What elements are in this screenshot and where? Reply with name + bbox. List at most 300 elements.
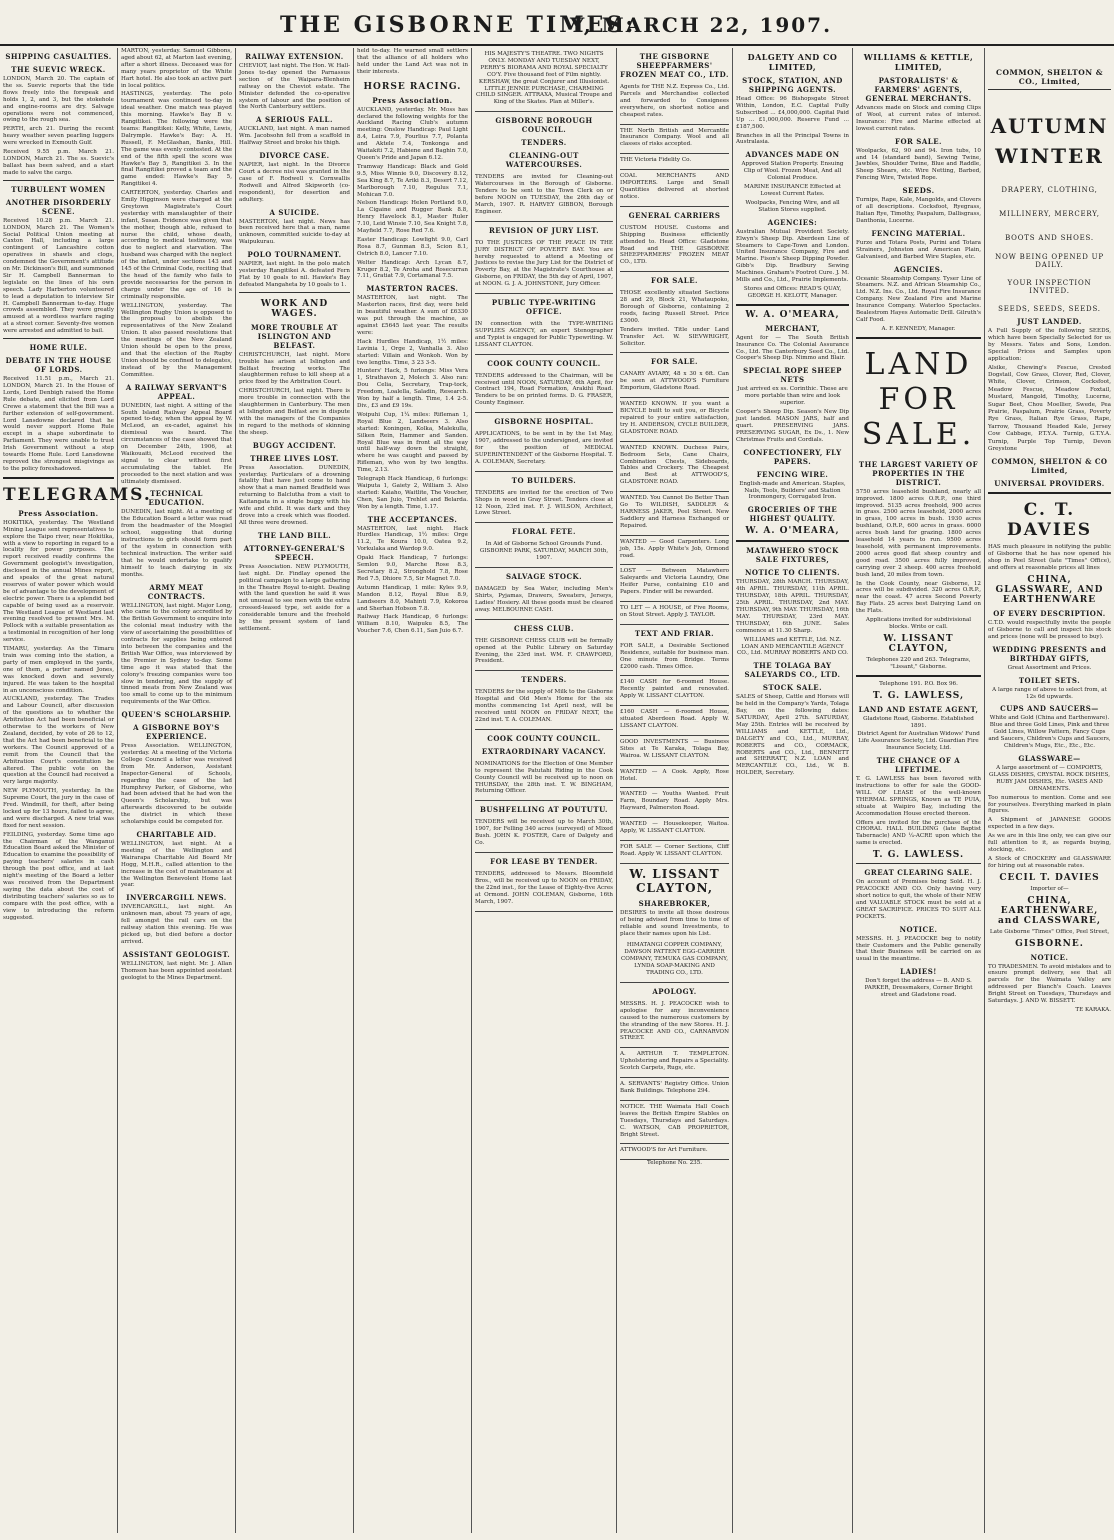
ad-text: A Stock of CROCKERY and GLASSWARE for hiring out at reasonable rates. <box>988 855 1111 869</box>
article-text: Hunters' Hack, 5 furlongs: Miss Vera 1, Strathavon 2, Molech 3. Also ran: Dou Celia, Secretary, Trap-tock, Freedom, Loalella, Saladin, Research. Won by half a length. Time, 1.4 2-5. Div., £3 and £9 19s. <box>357 368 468 409</box>
heading-gisborne: GISBORNE. <box>1015 938 1084 949</box>
heading-charitable-aid: CHARITABLE AID. <box>136 830 217 839</box>
ad-text: WANTED. You Cannot Do Better Than Go To WILDISH, SADDLER & HARNESS JAKER, Peel Street. New Saddlery and Harness Exchanged or Repaired. <box>620 495 729 529</box>
ad-text: As we are in this line only, we can give our full attention to it, as regards buying, stocking, etc. <box>988 833 1111 853</box>
heading-seeds: SEEDS. <box>902 186 935 196</box>
heading-telegrams: TELEGRAMS. <box>3 484 152 505</box>
heading-ladies: LADIES! <box>900 967 937 977</box>
article-text: WELLINGTON, last night. Mr. J. Allan Thomson has been appointed assistant geologist to the Mines Department. <box>121 960 232 981</box>
heading-fencing-wire: FENCING WIRE. <box>756 469 829 479</box>
ad-text: GOOD INVESTMENTS — Business Sites at Te Karaka, Tolaga Bay, Wairoa. W. LISSANT CLAYTON. <box>620 738 729 759</box>
article-text: Nelson Handicap: Helen Portland 9.0, La Cigaine and Rugger Bank 8.8, Henry Havelock 8.1, Master Ruler 7.10, Leid Winsie 7.10, Sea Knight 7.8, Mayfield 7.7, Rose Red 7.6. <box>357 200 468 235</box>
heading-house-of-lords: DEBATE IN THE HOUSE OF LORDS. <box>5 356 112 375</box>
ad-text: Offers are invited for the purchase of the CHORAL HALL BUILDING (late Baptist Tabernacle) AND ¼-ACRE upon which the same is erected. <box>856 819 981 847</box>
ad-text: THURSDAY, 28th MARCH. THURSDAY, 4th APRIL. THURSDAY, 11th APRIL. THURSDAY, 18th APRIL. THURSDAY, 25th APRIL. THURSDAY, 2nd MAY. THURSDAY, 9th MAY. THURSDAY, 16th MAY. THURSDAY, 23rd MAY. THURSDAY, 6th JUNE. Sales commence at 11.30 Sharp. <box>736 579 849 634</box>
heading-railway-appeal: A RAILWAY SERVANT'S APPEAL. <box>125 382 228 401</box>
ad-text: Applications invited for subdivisional blocks. Write or call. <box>865 617 972 630</box>
ad-text: Gladstone Road, Gisborne. Established 1891. <box>863 715 974 729</box>
article-text: Woipuhi Cup, 1¼ miles: Rifleman 1, Royal Blue 2, Landseers 3. Also started: Koningen, Kolka, Malekulla, Silken Rein, Hammer and Sanden. Royal Blue was in front all the way until half-way down the straight, where he was caught and passed by Rifleman, who won by two lengths. Time, 2.13. <box>357 411 468 474</box>
ad-text: Don't forget the address — B. AND S. PARKER, Dressmakers, Corner Bright street and Gladstone road. <box>864 978 973 999</box>
ad-text: TENDERS for the supply of Milk to the Gisborne Hospital and Old Men's Home for the six months commencing 1st April next, will be received until NOON on FRIDAY NEXT, the 22nd inst. T. A. COLEMAN. <box>475 689 613 723</box>
heading-lissant-clayton: W. LISSANT CLAYTON, <box>629 866 720 895</box>
ad-text: THE North British and Mercantile Insurance Company. Wool and all classes of risks accepted. <box>620 127 729 148</box>
ad-milk <box>475 686 613 730</box>
ad-text: NOTICE. THE Waimata Hall Coach leaves the British Empire Stables on Tuesdays, Thursdays and Saturdays. C. WATSON, CAB PROPRIETOR, Bright Street. <box>620 1103 729 1138</box>
ad-jury-list <box>475 237 613 294</box>
heading-williams-kettle: WILLIAMS & KETTLE, LIMITED, <box>863 52 974 72</box>
heading-technical-education: TECHNICAL EDUCATION. <box>148 489 205 508</box>
heading-lawless: T. G. LAWLESS, <box>872 690 965 701</box>
article-text: Easter Handicap: Lowlight 9.0, Carl Rosa 8.7, Gunman 8.3, Scion 8.1, Ostrich 8.0, Lancer 7.10. <box>357 236 468 257</box>
article-text: DUNEDIN, last night. At a meeting of the Education Board a letter was read from the headmaster of the Mosgiel school, suggesting that during instructions to girls should form part of the system in connection with technical instruction. The writer said that he would undertake to qualify himself to teach dairying in six months. <box>121 509 232 578</box>
divider <box>736 304 849 306</box>
divider <box>856 337 981 339</box>
heading-pastoralists: PASTORALISTS' & FARMERS' AGENTS, GENERAL MERCHANTS. <box>865 76 972 103</box>
heading-winter: WINTER <box>995 144 1104 168</box>
ad-text: A. SERVANTS' Registry Office. Union Bank Buildings. Telephone 294. <box>620 1081 729 1094</box>
heading-chance-lifetime: THE CHANCE OF A LIFETIME. <box>876 756 961 775</box>
ad-carpenters <box>620 536 729 566</box>
article-text: CARTERTON, yesterday. Charles and Emily Higginson were charged at the Greytown Magistrate's Court yesterday with manslaughter of their infant, Susan. Evidence was given that the mother, though able, refused to nurse the child, whose death, according to medical testimony, was due to neglect and starvation. The husband was charged with the neglect of the infant, under sections 143 and 145 of the Criminal Code, reciting that the head of the family who fails to provide necessaries for the person in charge under the age of 16 is criminally responsible. <box>121 190 232 300</box>
heading-notice: NOTICE. <box>899 924 938 934</box>
ad-text: HAS much pleasure in notifying the public of Gisborne that he has now opened his shop in Peel Street (late "Times" Office), and offers at reasonable prices all lines <box>988 544 1111 572</box>
ad-text: TO LET — A HOUSE, of Five Rooms, on Stout Street. Apply J. TAYLOR. <box>620 605 729 618</box>
ad-text: Approved Station Property. Ensuing Clip of Wool. Frozen Meat, And all Colonial Produce. <box>741 161 844 182</box>
ad-house-160 <box>620 706 729 736</box>
heading-china-earthenware: CHINA, EARTHENWARE, and CLASSWARE, <box>997 895 1102 926</box>
ad-text: Great Assortment and Prices. <box>1007 664 1092 671</box>
ad-lost <box>620 565 729 602</box>
heading-agencies: AGENCIES: <box>767 217 818 227</box>
heading-milk-tenders: TENDERS. <box>521 675 567 685</box>
ad-text: NOMINATIONS for the Election of One Member to represent the Patutahi Riding in the Cook County Council will be received up to noon on THURSDAY, the 28th inst. T. W. BINGHAM, Returning Officer. <box>475 760 613 795</box>
article-text: Opaki Hack Handicap, 7 furlongs: Semlon 9.0, Marche Rose 8.3, Secretary 8.2, Stronghold 7.8, Rose Red 7.5, Dhiore 7.5, Sir Magnet 7.0. <box>357 555 468 582</box>
ad-text: Late Gisborne "Times" Office, Peel Street, <box>989 928 1110 935</box>
ad-text: Too numerous to mention. Come and see for yourselves. Everything marked in plain figures. <box>988 794 1111 815</box>
article-text: held to-day. He warned small settlers that the alliance of all holders who held under the Land Act was not in their interests. <box>357 48 468 75</box>
article-text: Received 10.28 p.m. March 21. LONDON, March 21. The Women's Social Political Union meeting at Caxton Hall, including a large contingent of Lancashire cotton operatives in shawls and clogs, condemned the Government's attitude on Mr. Dickinson's Bill, and summoned Sir H. Campbell Bannerman to legislate on the lines of his own speech. Lady Harberton volunteered to lead a deputation to interview Sir H. Campbell Bannerman to-day. Huge crowds assembled. They were greatly amused at a wordless warfare raging at a street corner. Seventy-five women were arrested and admitted to bail. <box>3 217 114 335</box>
heading-for-sale: FOR SALE. <box>650 276 698 286</box>
ad-text: A. ARTHUR T. TEMPLETON. Upholstering and Repairs a Speciality. Scotch Carpets, Rugs, etc. <box>620 1051 729 1072</box>
article-text: Tramway Handicap: Black and Gold 9.5, Miss Winnie 9.0, Discovery 8.12, Sea King 8.7, Te Ariki 8.3, Desert 7.12, Marlborough 7.10, Regulus 7.1, Mohican 7.0. <box>357 163 468 198</box>
ad-text: COAL MERCHANTS AND IMPORTERS. Large and Small Quantities delivered at shortest notice. <box>620 173 729 200</box>
ad-victoria <box>620 154 729 170</box>
ad-text: CUSTOM HOUSE. Customs and Shipping Business efficiently attended to. Head Office: Gladstone Road and THE GISBORNE SHEEPFARMERS' FROZEN MEAT CO., LTD. <box>620 224 729 266</box>
heading-jury-list: REVISION OF JURY LIST. <box>488 225 600 235</box>
ad-text: FOR SALE — Corner Sections, Cliff Road. Apply W. LISSANT CLAYTON. <box>620 843 729 857</box>
heading-opened-daily: NOW BEING OPENED UP DAILY. <box>995 253 1104 269</box>
ad-text: CANARY AVIARY, 48 x 30 x 6ft. Can be seen at ATTWOOD'S Furniture Emporium, Gladstone Road. <box>620 371 729 392</box>
heading-sheep-nets: SPECIAL ROPE SHEEP NETS <box>743 366 842 385</box>
article-text: Press Association. NEW PLYMOUTH, last night. Dr. Findlay opened the political campaign to a large gathering in the Theatre Royal to-night. Dealing with the land question he said it was not unusual to see men with the extra crossed-leased type, set aside for a considerable tenure and the freehold by the present system of land settlement. <box>239 563 350 632</box>
divider <box>239 292 350 293</box>
column-7 <box>733 48 853 1533</box>
ad-text: Telephone 191. P.O. Box 96. <box>879 680 958 687</box>
ad-text: Branches in all the Principal Towns in Australasia. <box>736 132 849 146</box>
article-text: PERTH, arch 21. During the recent heavy weather seven pearling luggers were wrecked in Exmouth Gulf. <box>3 126 114 147</box>
column-2 <box>118 48 236 1533</box>
masthead <box>0 0 1114 46</box>
heading-gisborne-boy: A GISBORNE BOY'S EXPERIENCE. <box>133 723 220 742</box>
footer-te-karaka: TE KARAKA. <box>1075 1006 1111 1013</box>
article-text: HASTINGS, yesterday. The polo tournament was continued to-day in ideal weather. One match was played this morning. Hawke's Bay B v. Rangitikei. The following were the teams: Rangitikei: Kelly, White, Lewis, Dalrymple. Hawke's Bay: A. H. Russell, F. McGlashan, Banks, Hill. The game was evenly contested. At the end of the fifth spell the score was Hawke's Bay 5, Rangitikei 3. In the final Rangitikei proved a team and the game ended: Hawke's Bay 5, Rangitikei 4. <box>121 91 232 188</box>
ad-upholstering <box>620 1048 729 1078</box>
article-text: MASTERTON, last night. The Masterton races, first day, were held in beautiful weather. A sum of £6330 was put through the machine, as against £5645 last year. The results were: <box>357 295 468 336</box>
heading-notice: NOTICE. <box>1030 952 1069 962</box>
heading-masterton-races: MASTERTON RACES. <box>366 284 459 294</box>
ad-text: A large range of above to select from, at 12s 6d upwards. <box>992 686 1107 700</box>
heading-every-description: OF EVERY DESCRIPTION. <box>993 609 1106 619</box>
heading-queens-scholarship: QUEEN'S SCHOLARSHIP. <box>121 710 232 720</box>
article-text: Autumn Handicap, 1 mile: Kyles 9.9, Mandon 8.12, Royal Blue 8.9, Landseers 8.0, Mahinti 7.9, Kokoroa and Sherhan Hobson 7.8. <box>357 584 468 612</box>
ad-text: Importer of— <box>1030 885 1069 892</box>
ad-sections <box>620 287 729 353</box>
seed-list: Alsike, Chewing's Fescue, Crested Dogstail, Cow Grass, Clover, Red, Clover, White, Clover, Crimson, Cocksfoot, Meadow Fescue, Meadow Foxtail, Mustard, Mangold, Timothy, Lucerne, Sugar Beet, Chou Moellier, Swede, Pea Prairie, Paspalum, Prairie Grass, Poverty Rye Grass, Italian Rye Grass, Rape, Yarrow, Thousand Headed Kale, Jersey Cow Cabbage, P.T.Y.A. Turnip, G.T.Y.A. Turnip, Purple Top Turnip, Devon Greystone <box>988 364 1111 452</box>
heading-omeara-2: W. A. O'MEARA, <box>745 526 840 537</box>
footer-telephone: Telephone No. 235. <box>646 1160 703 1167</box>
ad-bushfelling <box>475 816 613 853</box>
heading-china-glassware: CHINA, GLASSWARE, AND EARTHENWARE <box>995 575 1104 606</box>
heading-land-for-sale: LAND FOR SALE. <box>861 346 976 452</box>
heading-groceries: GROCERIES OF THE HIGHEST QUALITY. <box>747 505 838 524</box>
ad-text: TENDERS, addressed to Messrs. Bloomfield Bros., will be received up to NOON on FRIDAY, the 22nd inst., for the Lease of Eighty-five Acres at Ormond. JOHN COLEMAN, Gisborne, 16th March, 1907. <box>475 871 613 905</box>
ad-express <box>620 81 729 125</box>
ad-text: A. F. KENNEDY, Manager. <box>881 325 956 332</box>
ad-hospital <box>475 428 613 472</box>
divider <box>856 863 981 864</box>
ad-text: HIMATANGI COPPER COMPANY, DAWSON PATTENT EGG-CARRIER COMPANY, TEMUKA GAS COMPANY, LYNDA SOAP-MAKING AND TRADING CO., LTD. <box>621 942 728 977</box>
heading-autumn: AUTUMN <box>990 114 1109 138</box>
ad-text: Cooper's Sheep Dip. Season's New Dip just landed. MASON JARS, half and quart. PRESERVING JARS. PRESERVING SUGAR, Ex Ds., 1. New Christmas Fruits and Cordials. <box>736 409 849 443</box>
article-text: NEW PLYMOUTH, yesterday. In the Supreme Court, the jury in the case of Fred. Windmill, for theft, after being locked up for 13 hours, failed to agree, and were discharged. A new trial was fixed for next session. <box>3 788 114 829</box>
ad-floral-fete <box>475 538 613 568</box>
heading-common-shelton-2: COMMON, SHELTON & CO Limited, <box>991 457 1108 476</box>
heading-suicide: A SUICIDE. <box>269 207 320 217</box>
ad-text: WANTED KNOWN. Duchess Pairs, Bedroom Sets, Cane Chairs, Combination Chests, Sideboards, Tables and Crockery. The Cheapest and Best at ATTWOOD'S, GLADSTONE ROAD. <box>620 444 729 486</box>
heading-toilet-sets: TOILET SETS. <box>1018 675 1081 685</box>
heading-typewriting: PUBLIC TYPE-WRITING OFFICE. <box>491 298 597 317</box>
heading-seeds: SEEDS, SEEDS, SEEDS. <box>998 305 1101 313</box>
heading-railway-extension: RAILWAY EXTENSION. <box>245 52 344 61</box>
ad-north-british <box>620 125 729 155</box>
article-text: Telegraph Hack Handicap, 6 furlongs: Waiputa 1, Gaiety 2, William 3. Also started: Kaiaho, Waitlite, The Voucher, Chen, San Juio, Trehlet and Belarda. Won by a length. Time, 1.17. <box>357 476 468 510</box>
ad-text: FOR SALE, a Desirable Sectioned Residence, suitable for business man. One minute from Bridge. Terms £2000 cash. Times Office. <box>620 642 729 670</box>
ad-text: Oceanic Steamship Company. Tyser Line of Steamers. N.Z. and African Steamship Co., Ltd. N.Z. Ins. Co., Ltd. Royal Fire Insurance Company. New Zealand Fire and Marine Insurance Company. Waterloo Spectacles. Bealestrom Hayes Automatic Drill. Gilruth's Calf Food. <box>856 275 981 323</box>
ad-text: IN connection with the TYPE-WRITING SUPPLIES AGENCY, an expert Stenographer and Typist is engaged for Public Typewriting. W. LISSANT CLAYTON. <box>475 321 613 348</box>
heading-builders: TO BUILDERS. <box>511 475 577 485</box>
heading-divorce-case: DIVORCE CASE. <box>259 151 330 161</box>
article-text: AUCKLAND, yesterday. The Trades and Labour Council, after discussion of the questions as to whether the Arbitration Act had been beneficial or otherwise to the workers of New Zealand, decided, by vote of 26 to 12, that the Act had been beneficial to the workers. The Council approved of a remit from the Council that the Arbitration Court's constitution be altered. The public vote on the question at the Council had received a very large majority. <box>3 696 114 786</box>
ad-text: DAMAGED by Sea Water, including Men's Shirts, Pyjamas, Drawers, Sweaters, Jerseys, Ladies' Hosiery. All these goods must be cleared away. MELBOURNE CASH. <box>475 586 613 613</box>
ad-coach <box>620 1101 729 1145</box>
heading-serious-fall: A SERIOUS FALL. <box>256 115 333 125</box>
ad-registry <box>620 1078 729 1101</box>
ad-text: MESSRS. H. J. PEACOCKE wish to apologise for any inconvenience caused to the numerous customers by the stranding of the new Stores. H. J. PEACOCKE AND CO., CARNARVON STREET. <box>620 1000 729 1042</box>
ad-text: A Shipment of JAPANESE GOODS expected in a few days. <box>988 817 1111 831</box>
article-text: NAPIER, last night. In the polo match yesterday Rangitikei A. defeated Fern Flat by 10 goals to nil. Hawke's Bay defeated Mangaheta by 10 goals to 1. <box>239 261 350 288</box>
ad-residence <box>620 640 729 677</box>
heading-tolaga-bay: THE TOLAGA BAY SALEYARDS CO., LTD. <box>744 661 841 680</box>
newspaper-title: THE GISBORNE TIMES: <box>280 12 637 38</box>
article-text: DUNEDIN, last night. A sitting of the South Island Railway Appeal Board opened to-day, when the appeal by W. McLeod, an ex-cadet, against his dismissal was heard. The circumstances of the case showed that on December 24th, 1906, at Waikouaiti, McLeod received the signal to clear without first accumulating the tablet. He proceeded to the next station and was ultimately dismissed. <box>121 402 232 485</box>
heading-cups: CUPS AND SAUCERS— <box>1000 704 1099 714</box>
ad-text: Woolpacks, 62, 90 and 94. Iron tubs, 10 and 14 (standard band), Sewing Twine, Jawbles, Shoulder Twine, Blue and Raddle, Sheep Shears, etc. Wire Netting, Barbed, Fencing Wire, Twisted Rope. <box>856 147 981 182</box>
ad-text: £140 CASH for 6-roomed House. Recently painted and renovated. Apply W. LISSANT CLAYTON. <box>620 679 729 700</box>
goods-list: DRAPERY, CLOTHING, MILLINERY, MERCERY, BOOTS AND SHOES. <box>999 186 1100 242</box>
heading-home-rule: HOME RULE. <box>29 343 88 353</box>
ad-housekeeper <box>620 818 729 841</box>
heading-bushfelling: BUSHFELLING AT POUTUTU. <box>479 805 608 815</box>
ad-text: WILLIAMS and KETTLE, Ltd. N.Z. LOAN AND MERCANTILE AGENCY CO., Ltd. MURRAY ROBERTS AND CO. <box>736 636 849 657</box>
ad-text: Tenders invited. Title under Land Transfer Act. W. SIEVWRIGHT, Solicitor. <box>620 326 729 347</box>
ad-text: Advances made on Stock and coming Clips of Wool, at current rates of interest. Insurance: Fire and Marine effected at lowest current rates. <box>856 105 981 132</box>
article-text: AUCKLAND, yesterday. Mr. Moss has declared the following weights for the Auckland Racing Club's autumn meeting: Onslow Handicap: Paul Light 8.4, Leira 7.9, Fourlius 7.7, Polanta and Aktele 7.4, Tonkonga and Waitakiti 7.2, Habiene and Baghin 7.0, Queen's Pride and Japan 6.12. <box>357 106 468 161</box>
column-5 <box>472 48 617 1533</box>
article-text: CHRISTCHURCH, last night. There is more trouble in connection with the slaughtermen in Canterbury. The men at Islington and Belfast are in dispute with the managers of the Companies in regard to the methods of skinning the sheep. <box>239 388 350 436</box>
heading-apology: APOLOGY. <box>652 986 697 996</box>
heading-sheepfarmers: THE GISBORNE SHEEPFARMERS' FROZEN MEAT CO., LTD. <box>620 52 729 79</box>
ad-theatre <box>475 48 613 112</box>
ad-text: In Aid of Gisborne School Grounds Fund. GISBORNE PARK, SATURDAY, MARCH 30th, 1907. <box>479 541 609 562</box>
heading-buggy-accident: BUGGY ACCIDENT. <box>252 440 337 450</box>
ad-text: T. G. LAWLESS has been favored with instructions to offer for sale the GOOD-WILL OF LEASE of the well-known THERMAL SPRINGS, Known as TE PUIA, situate at Waipiro Bay, including the Accommodation House erected thereon. <box>856 776 981 817</box>
ad-cook <box>620 766 729 789</box>
ad-text: MARINE INSURANCE Effected at Lowest Current Rates. <box>744 184 841 197</box>
ad-corner-sections <box>620 841 729 864</box>
heading-largest-variety: THE LARGEST VARIETY OF PROPERTIES IN THE DISTRICT. <box>858 459 979 487</box>
ad-text: APPLICATIONS, to be sent in by the 1st May, 1907, addressed to the undersigned, are invited for the position of MEDICAL SUPERINTENDENT of the Gisborne Hospital. T. A. COLEMAN, Secretary. <box>475 431 613 465</box>
heading-universal: UNIVERSAL PROVIDERS. <box>994 479 1105 489</box>
column-8 <box>853 48 985 1533</box>
ad-road-formation <box>475 370 613 414</box>
heading-cecil-davies: CECIL T. DAVIES <box>999 872 1100 883</box>
heading-cook-county: COOK COUNTY COUNCIL. <box>487 358 601 368</box>
heading-just-landed: JUST LANDED. <box>1017 317 1082 326</box>
ad-custom-house <box>620 222 729 272</box>
ad-companies <box>620 939 729 983</box>
heading-vacancy: EXTRAORDINARY VACANCY. <box>481 746 607 756</box>
article-text: AUCKLAND, last night. A man named Wm. Jacobsohn fell from a scaffold in Halfway Street and broke his thigh. <box>239 126 350 147</box>
ad-text: Agent for — The South British Insurance Co. The Colonial Assurance Co., Ltd. The Canterbury Seed Co., Ltd. Cooper's Sheep Dip. Nimmo and Blair. <box>736 334 849 362</box>
heading-inspection: YOUR INSPECTION INVITED. <box>1007 279 1092 295</box>
ad-lease <box>475 868 613 912</box>
article-text: WELLINGTON, last night. At a meeting of the Wellington and Wairarapa Charitable Aid Board Mr Hogg, M.H.R., called attention to the increase in the cost of maintenance at the Wellington Benevolent Home last year. <box>121 841 232 889</box>
heading-polo: POLO TOURNAMENT. <box>247 250 342 260</box>
ad-text: WANTED — Good Carpenters. Long job, 15s. Apply White's Job, Ormond road. <box>620 538 729 559</box>
article-text: INVERCARGILL, last night. An unknown man, about 75 years of age, fell amongst the rail cars on the railway station this evening. He was picked up, but died before a doctor arrived. <box>121 904 232 945</box>
article-text: TIMARU, yesterday. As the Timaru train was coming into the station, a party of men employed in the yards, one of them, a porter named Jones, was knocked down and severely injured. He was taken to the hospital in an unconscious condition. <box>3 646 114 694</box>
ad-text: 5750 acres leasehold bushland, nearly all improved. 1800 acres O.R.P., one third improved. 5135 acres freehold, 900 acres in grass. 2500 acres leasehold, 2000 acres in grass, 100 acres in bush. 1930 acres bushland, O.R.P., 600 acres in grass. 6000 acres bush land for grazing. 1800 acres leasehold 14 years to run. 9500 acres leasehold, with permanent improvements. 2000 acres good flat sheep country and good road. 3500 acres fully improved, carrying over 2 sheep. 400 acres freehold bush land, 20 miles from town. <box>856 488 981 578</box>
ad-builders <box>475 487 613 524</box>
ad-youths <box>620 788 729 818</box>
ad-text: Australian Mutual Provident Society. Elwyn's Sheep Dip. Aberdeen Line of Steamers to Cape-Town and London. United Insurance Company, Fire and Marine. Fison's Sheep Dipping Powder. Gibb's Dip. Bradbury Sewing Machines. Graham's Footrot Cure. J. M. Mills and Co., Ltd., Prairie Implements. <box>736 228 849 284</box>
column-4 <box>354 48 472 1533</box>
ad-nominations <box>475 758 613 802</box>
heading-for-sale: FOR SALE. <box>894 136 942 146</box>
heading-chess: CHESS CLUB. <box>514 623 574 633</box>
ad-text: TO THE JUSTICES OF THE PEACE IN THE JURY DISTRICT OF POVERTY BAY. You are hereby requested to attend a Meeting of Justices to revise the Jury List for the District of Poverty Bay, at the Magistrate's Courthouse at Gisborne, on FRIDAY, the 5th day of April, 1907, at NOON. G. J. A. JOHNSTONE, Jury Officer. <box>475 239 613 288</box>
heading-advances: ADVANCES MADE ON <box>745 150 840 160</box>
ad-furniture <box>620 442 729 492</box>
heading-sharebroker: SHAREBROKER, <box>638 898 711 908</box>
ad-text: Just arrived ex ss. Corinthic. These are more portable than wire and look superior. <box>737 386 848 407</box>
heading-cook-county-2: COOK COUNTY COUNCIL. <box>487 733 601 743</box>
issue-date: Y, MARCH 22, 1907. <box>570 13 833 37</box>
heading-omeara: W. A. O'MEARA, <box>745 309 840 320</box>
ad-text: On account of Premises being Sold. H. J. PEACOCKE AND CO. Only having very short notice to quit, the whole of their NEW and VALUABLE STOCK must be sold at a GREAT SACRIFICE. PRICES TO SUIT ALL POCKETS. <box>856 879 981 920</box>
article-text: CHEVIOT, last night. The Hon. W. Hall-Jones to-day opened the Parnassus section of the Waipara-Blenheim railway on the Cheviot estate. The Minister defended the co-operative system of labour and the position of the North Canterbury settlers. <box>239 63 350 111</box>
heading-salvage: SALVAGE STOCK. <box>505 572 583 582</box>
heading-fencing-material: FENCING MATERIAL. <box>871 228 966 238</box>
heading-shipping-casualties: SHIPPING CASUALTIES. <box>5 52 112 61</box>
heading-lissant-clayton-2: W. LISSANT CLAYTON, <box>883 633 954 654</box>
heading-tenders: TENDERS. <box>521 138 567 148</box>
heading-merchant: MERCHANT, <box>765 323 820 333</box>
article-text: LONDON, March 20. The captain of the ss. Suevic reports that the tide flows freely into the forepeak and holds 1, 2, and 3, but the stokehole and engine-rooms are dry. Salvage operations were not commenced, owing to the rough sea. <box>3 76 114 124</box>
heading-three-lives: THREE LIVES LOST. <box>250 453 339 463</box>
ad-text: THE Victoria Fidelity Co. <box>620 157 692 164</box>
ad-investments <box>620 736 729 766</box>
heading-carriers: GENERAL CARRIERS <box>628 210 721 220</box>
ad-text: English-made and American. Staples, Nails, Tools, Builders' and Station Ironmongery, Corrugated Iron. <box>739 480 846 501</box>
ad-text: THOSE excellently situated Sections 28 and 29, Block 21, Whataupoko, Borough of Gisborne, containing 2 roods, facing Russell Street. Price £3000. <box>620 290 729 324</box>
heading-glassware: GLASSWARE— <box>1018 754 1081 763</box>
heading-notice-clients: NOTICE TO CLIENTS. <box>744 568 841 578</box>
divider <box>736 540 849 542</box>
heading-borough-council: GISBORNE BOROUGH COUNCIL. <box>495 116 593 135</box>
ad-text: MESSRS. H. J. PEACOCKE beg to notify their Customers and the Public generally that their Business will be carried on as usual in the meantime. <box>856 935 981 963</box>
article-text: Hack Hurdles Handicap, 1½ miles: Lavinia 1, Orge 2, Vanhalla 3. Also started: Villain and Wonkoh. Won by two lengths. Time, 3 23 3-5. <box>357 338 468 366</box>
article-text: WELLINGTON, yesterday. The Wellington Rugby Union is opposed to the proposal to abolish the representatives of the New Zealand Union. It also passed resolutions that the meetings of the New Zealand Union should be open to the press, and that the election of the Rugby Union should be confined to delegates, instead of by the Management Committee. <box>121 302 232 378</box>
ad-watercourses <box>475 171 613 221</box>
heading-text-friar: TEXT AND FRIAR. <box>634 628 715 638</box>
ad-coal <box>620 170 729 207</box>
heading-common-shelton: COMMON, SHELTON & CO., Limited, <box>996 68 1103 86</box>
divider <box>3 477 114 479</box>
column-6 <box>617 48 733 1533</box>
ad-text: TENDERS addressed to the Chairman, will be received until NOON, SATURDAY, 6th April, for Contract 194, Road Formation, Arakihi Road. Tenders to be on printed forms. D. G. FRASER, County Engineer. <box>475 372 613 407</box>
article-text: WELLINGTON, last night. Major Long, who came to the colony accredited by the British Government to enquire into the colonial meat industry with the view of ascertaining the possibilities of contracts for supplies being entered into between the companies and the British War Office, was interviewed by the Premier in Sydney to-day. Some time ago it was stated that the colony's freezing companies were too slow in tendering, and the supply of tinned meats from New Zealand was too small to come up to the minimum requirements of the War Office. <box>121 602 232 706</box>
divider <box>3 180 114 181</box>
ad-bicycle <box>620 398 729 442</box>
ad-text: Furze and Totara Posts, Purini and Totara Strainers, Johnston and American Plain, Galvanised, and Barbed Wire Staples, etc. <box>856 239 981 260</box>
heading-agencies: AGENCIES. <box>893 264 944 274</box>
heading-watercourses: CLEANING-OUT WATERCOURSES. <box>505 151 583 170</box>
article-text: Press Association. WELLINGTON, yesterday. At a meeting of the Victoria College Council a letter was received from Mr. Anderson, Assistant Inspector-General of Schools, regarding the case of the lad Humphrey Parker, of Gisborne, who had been advised that he had won the Queen's Scholarship, but was afterwards discovered to be outside the district in which these scholarships could be competed for. <box>121 743 232 826</box>
column-3 <box>236 48 354 1533</box>
column-9 <box>985 48 1114 1533</box>
divider <box>988 492 1111 494</box>
ad-text: Head Office: 96 Bishopsgate Street Within, London, E.C. Capital Fully Subscribed ... £4,000,000. Capital Paid Up ... £1,000,000. Reserve Fund ... £187,500. <box>736 96 849 130</box>
heading-dalgety: DALGETY AND CO LIMITED, <box>747 52 838 72</box>
ad-text: Telephones 220 and 263. Telegrams, "Lissant," Gisborne. <box>866 656 971 670</box>
ad-text: In the Cook County, near Gisborne, 12 acres will be subdivided. 320 acres O.R.P., near the coast. 47 acres Second Poverty Bay Flats. 25 acres best Dairying Land on the Flats. <box>856 580 981 615</box>
divider <box>856 675 981 677</box>
ad-text: District Agent for Australian Widows' Fund Life Assurance Society, Ltd. Guardian Fire Insurance Society, Ltd. <box>857 731 980 752</box>
article-text: MASTERTON, last night. News has been received here that a man, name unknown, committed suicide to-day at Waipukurau. <box>239 218 350 246</box>
article-text: Welter Handicap: Arch Lycan 8.7, Kruger 8.2, Te Aroha and Rosecurran 7.11, Gratiat 7.9, Cortamanal 7.5. <box>357 259 468 280</box>
ad-text: Stores and Offices: READ'S QUAY, GEORGE H. KELOTT, Manager. <box>743 285 842 299</box>
heading-geologist: ASSISTANT GEOLOGIST. <box>122 949 231 959</box>
article-text: Press Association. DUNEDIN, yesterday. Particulars of a drowning fatality that have just come to hand show that a man named Bradfield was returning to Balclutha from a visit to Kaitangata in a single buggy with his wife and child. It was dark and they drove into a creek which was flooded. All three were drowned. <box>239 464 350 526</box>
heading-turbulent-women: TURBULENT WOMEN <box>11 184 106 194</box>
column-1 <box>0 48 152 1533</box>
ad-text: C.T.D. would respectfully invite the people of Gisborne to call and inspect his stock and prices (none will be pressed to buy). <box>988 620 1111 640</box>
ad-text: WANTED KNOWN. If you want a BICYCLE built to suit you, or Bicycle repaired to your entire satisfaction, try H. ANDERSON, CYCLE BUILDER, GLADSTONE ROAD. <box>620 401 729 435</box>
ad-text: DESIRES to invite all those desirous of being advised from time to time of reliable and sound Investments, to place their names upon his List. <box>620 909 729 937</box>
heading-horse-racing: HORSE RACING. <box>363 81 462 92</box>
ad-text: TENDERS will be received up to March 30th, 1907, for Felling 340 acres (surveyed) of Mixed Bush. JOHN K. FOSTER, Care of Dalgety and Co. <box>475 819 613 847</box>
ad-text: WANTED — Housekeeper, Waitoa. Apply, W. LISSANT CLAYTON. <box>620 821 729 835</box>
heading-work-and-wages: WORK AND WAGES. <box>260 298 329 319</box>
heading-lawless-2: T. G. LAWLESS. <box>872 850 965 861</box>
article-text: MASTERTON, last night. Hack Hurdles Handicap, 1½ miles: Orge 11.2, Te Koura 10.0, Oatea 9.2, Vorkulaka and Wardop 9.0. <box>357 525 468 553</box>
heading-acceptances: THE ACCEPTANCES. <box>367 514 458 524</box>
ad-text: WANTED — A Cook. Apply, Rose Hotel. <box>620 768 729 782</box>
ad-text: THE GISBORNE CHESS CLUB will be formally opened at the Public Library on Saturday Evening, the 23rd inst. WM. F. CRAWFORD, President. <box>475 637 613 665</box>
heading-ct-davies: C. T. DAVIES <box>1006 500 1093 541</box>
ad-text: TENDERS are invited for the erection of Two Shops in wood in Gray Street. Tenders close at 12 Noon, 23rd inst. F. J. WILSON, Architect, Lowe Street. <box>475 489 613 517</box>
article-text: Received 11.51 p.m., March 21. LONDON, March 21. In the House of Lords, Lord Denbigh raised the Home Rule debate, and elicited from Lord Crewe a statement that the Bill was a further extension of self-government. Lord Lansdowne declared that he would never support Home Rule except in a shape subordinate to Parliament. They were unable to trust Irish Government without a step towards Home Rule. Lord Lansdowne reproved the strongest misgivings as to the policy foreshadowed. <box>3 376 114 472</box>
ad-typewriting <box>475 318 613 355</box>
heading-lease: FOR LEASE BY TENDER. <box>490 857 598 866</box>
ad-text: A large assortment of — COMPORTS, GLASS DISHES, CRYSTAL ROCK DISHES, RUBY JAM DISHES, Etc. VASES AND ORNAMENTS. <box>989 765 1110 792</box>
article-text: CHRISTCHURCH, last night. More trouble has arisen at Islington and Belfast freezing works. The slaughtermen refuse to kill sheep at a price fixed by the Arbitration Court. <box>239 351 350 386</box>
article-text: NAPIER, last night. In the Divorce Court a decree nisi was granted in the case of F. Rodwell v. Cornwallis Rodwell and Alfred Skipworth (co-respondent), for desertion and adultery. <box>239 162 350 203</box>
ad-saddler <box>620 492 729 536</box>
ad-text: £160 CASH — 6-roomed House, situated Aberdeen Road. Apply W. LISSANT CLAYTON. <box>620 709 729 729</box>
heading-invercargill: INVERCARGILL NEWS. <box>126 893 227 903</box>
ad-aviary <box>620 368 729 398</box>
ad-text: LOST — Between Matawhero Saleyards and Victoria Laundry, One Heifer Purse, containing £10 and Papers. Finder will be rewarded. <box>620 568 729 596</box>
ad-text: ATTWOOD'S for Art Furniture. <box>620 1147 708 1154</box>
heading-attorney-speech: ATTORNEY-GENERAL'S SPEECH. <box>243 543 346 562</box>
article-text: MARTON, yesterday. Samuel Gibbons, aged about 62, at Marton last evening, after a short illness. Deceased was for many years proprietor of the White Hart hotel. He also took an active part in local politics. <box>121 48 232 89</box>
article-text: Railway Hack Handicap, 6 furlongs: William 8.10, Waipuku 8.5, The Voucher 7.6, Chen 6.11, San Juio 6.7. <box>357 614 468 635</box>
ad-text: Turnips, Rape, Kale, Mangolds, and Clovers of all descriptions. Cocksfoot, Ryegrass, Italian Rye, Timothy, Paspalum, Dallisgrass, Danthonia, Lucerne. <box>856 197 981 224</box>
ad-art-furniture <box>620 1144 729 1160</box>
ad-house-140 <box>620 676 729 706</box>
heading-for-sale: FOR SALE. <box>650 357 698 367</box>
heading-islington: MORE TROUBLE AT ISLINGTON AND BELFAST. <box>250 322 339 350</box>
ad-apology <box>620 998 729 1048</box>
heading-stock-station: STOCK, STATION, AND SHIPPING AGENTS. <box>742 76 843 94</box>
ad-salvage <box>475 583 613 620</box>
ad-text: TO TRADESMEN. To avoid mistakes and to ensure prompt delivery, see that all parcels for the Waimata Valley are addressed per Bianch's Coach. Leaves Bright Street on Tuesdays, Thursdays and Saturdays. J. AND W. BISSETT. <box>988 963 1111 1005</box>
article-text: HOKITIKA, yesterday. The Westland Mining League sent representatives to explore the Taipo river, near Hokitika, with a view to reporting in regard to a locality for power purposes. The report received readily confirms the Government geologist's investigation, disclosed in the annual Mines report, and speaks of the great natural reserves of water power which would be of advantage to the development of electric power. There is a splendid bed capable of being used as a reservoir. The Westland League of Westland last evening resolved to present Mrs. M. Pollock with a suitable presentation as a testimonial in recognition of her long service. <box>3 519 114 644</box>
divider <box>988 89 1111 90</box>
ad-to-let <box>620 602 729 625</box>
heading-suevic-wreck: THE SUEVIC WRECK. <box>11 65 106 74</box>
ad-text: Agents for THE N.Z. Express Co., Ltd. Parcels and Merchandise collected and forwarded to Consignees everywhere, on shortest notice and cheapest rates. <box>620 84 729 118</box>
heading-press-association: Press Association. <box>372 95 453 105</box>
article-text: Received 9.55 p.m. March 21. LONDON, March 21. The ss. Suevic's ballast has been salved, and a start made to salve the cargo. <box>3 149 114 176</box>
heading-matawhero: MATAWHERO STOCK SALE FIXTURES, <box>746 546 839 565</box>
ad-text: A Full Supply of the following SEEDS, which have been Specially Selected for us by Messrs. Yates and Sons, London. Special Prices and Samples upon application: <box>988 328 1111 362</box>
heading-estate-agent: LAND AND ESTATE AGENT, <box>858 704 979 714</box>
heading-floral-fete: FLORAL FETE. <box>512 527 576 537</box>
divider <box>3 338 114 339</box>
heading-clearing-sale: GREAT CLEARING SALE. <box>864 868 973 878</box>
ad-text: Woolpacks, Fencing Wire, and all Station Stores supplied. <box>745 199 840 213</box>
article-text: FEILDING, yesterday. Some time ago the Chairman of the Wanganui Education Board asked the Minister of Education to examine the possibility of paying teachers' salaries in cash through the post office, and at last night's meeting of the Board a letter was received from the Department saying the data about the cost of distributing teachers' salaries so as to compare with the post office, with a view to introducing the reform suggested. <box>3 831 114 921</box>
heading-stock-sale: STOCK SALE. <box>762 683 823 693</box>
heading-land-bill: THE LAND BILL. <box>257 530 332 540</box>
ad-text: SALES of Sheep, Cattle and Horses will be held in the Company's Yards, Tolaga Bay, on the following dates: SATURDAY, April 27th. SATURDAY, May 25th. Entries will be received by WILLIAMS and KETTLE, Ltd., DALGETY and CO., Ltd., MURRAY, ROBERTS and CO., CORMACK, ROBERTS and CO., Ltd., BENNETT and SHERRATT, N.Z. LOAN and MERCANTILE CO., Ltd., W. B. HOLDER, Secretary. <box>736 694 849 777</box>
heading-army-meat: ARMY MEAT CONTRACTS. <box>147 582 206 601</box>
ad-text: White and Gold (China and Earthenware). Blue and three Gold Lines, Pink and three Gold Lines, Willow Pattern, Fancy Cups and Saucers, Children's Cups and Saucers, Children's Mugs, Etc., Etc., Etc. <box>988 715 1111 750</box>
ad-text: TENDERS are invited for Cleaning-out Watercourses in the Borough of Gisborne. Tenders to be sent to the Town Clerk on or before NOON on TUESDAY, the 26th day of March, 1907. R. HARVEY GIBBON, Borough Engineer. <box>475 174 613 215</box>
